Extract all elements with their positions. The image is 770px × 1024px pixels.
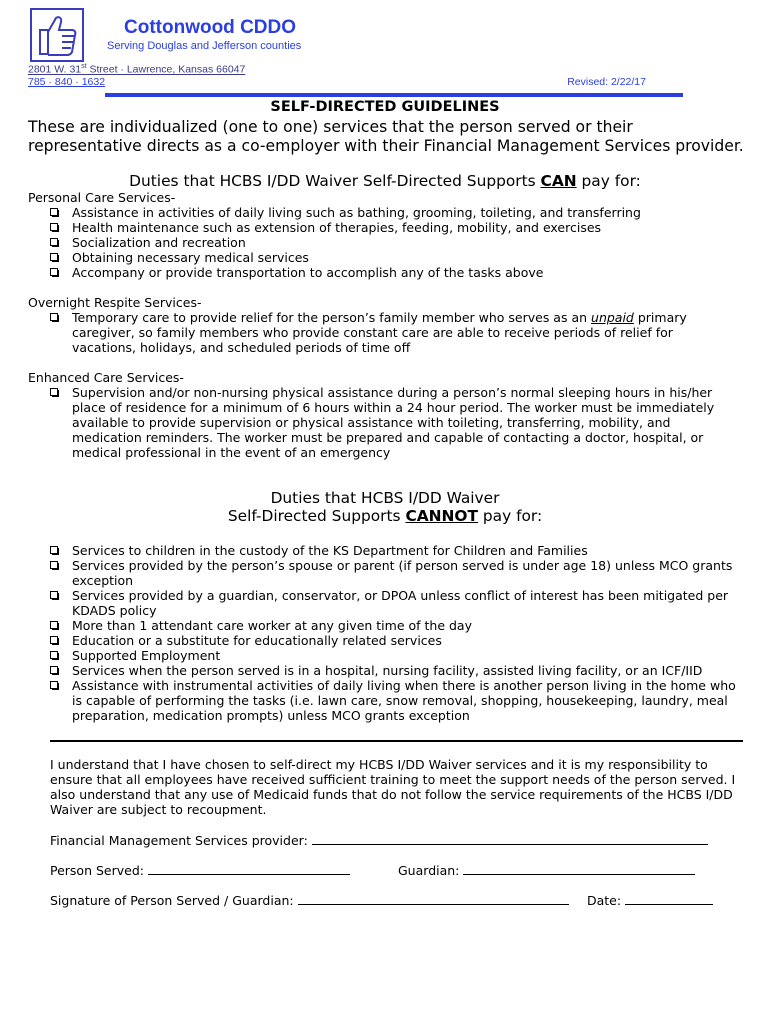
signature-label: Signature of Person Served / Guardian: bbox=[50, 893, 294, 908]
personal-care-list bbox=[46, 205, 746, 280]
cannot-heading-line1: Duties that HCBS I/DD Waiver bbox=[270, 489, 500, 507]
signature-input-line[interactable] bbox=[298, 892, 569, 905]
list-item bbox=[46, 235, 746, 250]
org-name: Cottonwood CDDO bbox=[124, 17, 297, 38]
date-label: Date: bbox=[587, 893, 622, 908]
checkbox-bullet-icon bbox=[50, 681, 58, 689]
enhanced-care-label: Enhanced Care Services- bbox=[28, 370, 184, 385]
guardian-field bbox=[398, 862, 695, 878]
person-served-field bbox=[50, 862, 350, 878]
logo bbox=[30, 8, 84, 62]
unpaid-emphasis: unpaid bbox=[591, 310, 634, 325]
checkbox-bullet-icon bbox=[50, 621, 58, 629]
enhanced-care-list bbox=[46, 385, 736, 460]
checkbox-bullet-icon bbox=[50, 268, 58, 276]
org-address bbox=[28, 63, 245, 76]
date-input-line[interactable] bbox=[625, 892, 713, 905]
address-suffix: Street · Lawrence, Kansas 66047 bbox=[86, 63, 246, 76]
cannot-heading-emphasis: CANNOT bbox=[405, 507, 478, 525]
list-item-text: Services provided by a guardian, conservator, or DPOA unless conflict of interest has been mitigated per KDADS policy bbox=[72, 588, 729, 618]
list-item bbox=[46, 385, 736, 460]
list-item-text: Education or a substitute for educationally related services bbox=[72, 633, 442, 648]
org-phone: 785 · 840 · 1632 bbox=[28, 76, 106, 88]
list-item-text: Assistance in activities of daily living such as bathing, grooming, toileting, and transferring bbox=[72, 205, 641, 220]
fms-provider-field bbox=[50, 832, 708, 848]
list-item bbox=[46, 220, 746, 235]
list-item-text: Accompany or provide transportation to accomplish any of the tasks above bbox=[72, 265, 544, 280]
cannot-list bbox=[46, 543, 746, 723]
signature-field bbox=[50, 892, 569, 908]
list-item bbox=[46, 663, 746, 678]
list-item bbox=[46, 265, 746, 280]
checkbox-bullet-icon bbox=[50, 253, 58, 261]
list-item bbox=[46, 205, 746, 220]
person-served-input-line[interactable] bbox=[148, 862, 350, 875]
checkbox-bullet-icon bbox=[50, 313, 58, 321]
checkbox-bullet-icon bbox=[50, 546, 58, 554]
list-item-text-cont: primary caregiver, so family members who provide constant care are able to receive periods of relief for vacations, holidays, and scheduled periods of time off bbox=[72, 310, 687, 355]
list-item-text: More than 1 attendant care worker at any given time of the day bbox=[72, 618, 472, 633]
can-heading-emphasis: CAN bbox=[540, 172, 577, 190]
list-item-text: Services provided by the person’s spouse or parent (if person served is under age 18) unless MCO grants exception bbox=[72, 558, 733, 588]
list-item-text: Services when the person served is in a hospital, nursing facility, assisted living facility, or an ICF/IID bbox=[72, 663, 703, 678]
section-divider bbox=[50, 740, 743, 742]
list-item bbox=[46, 618, 746, 633]
list-item-text: Socialization and recreation bbox=[72, 235, 246, 250]
list-item-text: Services to children in the custody of the KS Department for Children and Families bbox=[72, 543, 588, 558]
list-item bbox=[46, 588, 746, 618]
acknowledgement-text: I understand that I have chosen to self-direct my HCBS I/DD Waiver services and it is my responsibility to ensure that all employees have received sufficient training to meet the support needs of the person served. I also understand that any use of Medicaid funds that do not follow the service requirements of the HCBS I/DD Waiver are subject to recoupment. bbox=[50, 757, 736, 817]
cannot-heading-suffix: pay for: bbox=[478, 507, 543, 525]
list-item-text: Supervision and/or non-nursing physical assistance during a person’s normal sleeping hours in his/her place of residence for a minimum of 6 hours within a 24 hour period. The worker must be immediately available to provide supervision or physical assistance with toileting, transferring, mobility, and medication reminders. The worker must be prepared and capable of contacting a doctor, hospital, or medical professional in the event of an emergency bbox=[72, 385, 715, 460]
checkbox-bullet-icon bbox=[50, 388, 58, 396]
overnight-respite-list bbox=[46, 310, 714, 355]
header-divider bbox=[105, 93, 683, 97]
list-item-text: Supported Employment bbox=[72, 648, 221, 663]
list-item bbox=[46, 633, 746, 648]
list-item-text: Health maintenance such as extension of therapies, feeding, mobility, and exercises bbox=[72, 220, 602, 235]
document-title: SELF-DIRECTED GUIDELINES bbox=[270, 99, 500, 115]
overnight-respite-label: Overnight Respite Services- bbox=[28, 295, 202, 310]
list-item bbox=[46, 543, 746, 558]
checkbox-bullet-icon bbox=[50, 651, 58, 659]
list-item bbox=[46, 558, 746, 588]
checkbox-bullet-icon bbox=[50, 238, 58, 246]
address-prefix: 2801 W. 31 bbox=[28, 63, 82, 76]
can-heading-prefix: Duties that HCBS I/DD Waiver Self-Directed Supports bbox=[129, 172, 541, 190]
can-heading bbox=[0, 172, 770, 190]
checkbox-bullet-icon bbox=[50, 591, 58, 599]
intro-paragraph: These are individualized (one to one) services that the person served or their representative directs as a co-employer with their Financial Management Services provider. bbox=[28, 118, 744, 155]
list-item bbox=[46, 310, 714, 355]
fms-provider-label: Financial Management Services provider: bbox=[50, 833, 308, 848]
checkbox-bullet-icon bbox=[50, 561, 58, 569]
checkbox-bullet-icon bbox=[50, 636, 58, 644]
guardian-label: Guardian: bbox=[398, 863, 460, 878]
list-item-text: Assistance with instrumental activities of daily living when there is another person living in the home who is capable of performing the tasks (i.e. lawn care, snow removal, shopping, housekeeping, laundry, meal preparation, medication prompts) unless MCO grants exception bbox=[72, 678, 736, 723]
date-field bbox=[587, 892, 713, 908]
revised-date: Revised: 2/22/17 bbox=[567, 76, 646, 88]
checkbox-bullet-icon bbox=[50, 666, 58, 674]
fms-provider-input-line[interactable] bbox=[312, 832, 708, 845]
cannot-heading-line2 bbox=[0, 507, 770, 525]
list-item bbox=[46, 678, 746, 723]
list-item-text: Obtaining necessary medical services bbox=[72, 250, 309, 265]
cannot-heading-prefix: Self-Directed Supports bbox=[227, 507, 406, 525]
checkbox-bullet-icon bbox=[50, 208, 58, 216]
thumbs-up-logo-icon bbox=[32, 10, 82, 60]
list-item-text: Temporary care to provide relief for the person’s family member who serves as an bbox=[72, 310, 592, 325]
list-item bbox=[46, 250, 746, 265]
address-ordinal: st bbox=[81, 63, 87, 70]
list-item bbox=[46, 648, 746, 663]
guardian-input-line[interactable] bbox=[463, 862, 695, 875]
personal-care-label: Personal Care Services- bbox=[28, 190, 176, 205]
checkbox-bullet-icon bbox=[50, 223, 58, 231]
can-heading-suffix: pay for: bbox=[576, 172, 641, 190]
person-served-label: Person Served: bbox=[50, 863, 144, 878]
org-tagline: Serving Douglas and Jefferson counties bbox=[107, 40, 302, 52]
